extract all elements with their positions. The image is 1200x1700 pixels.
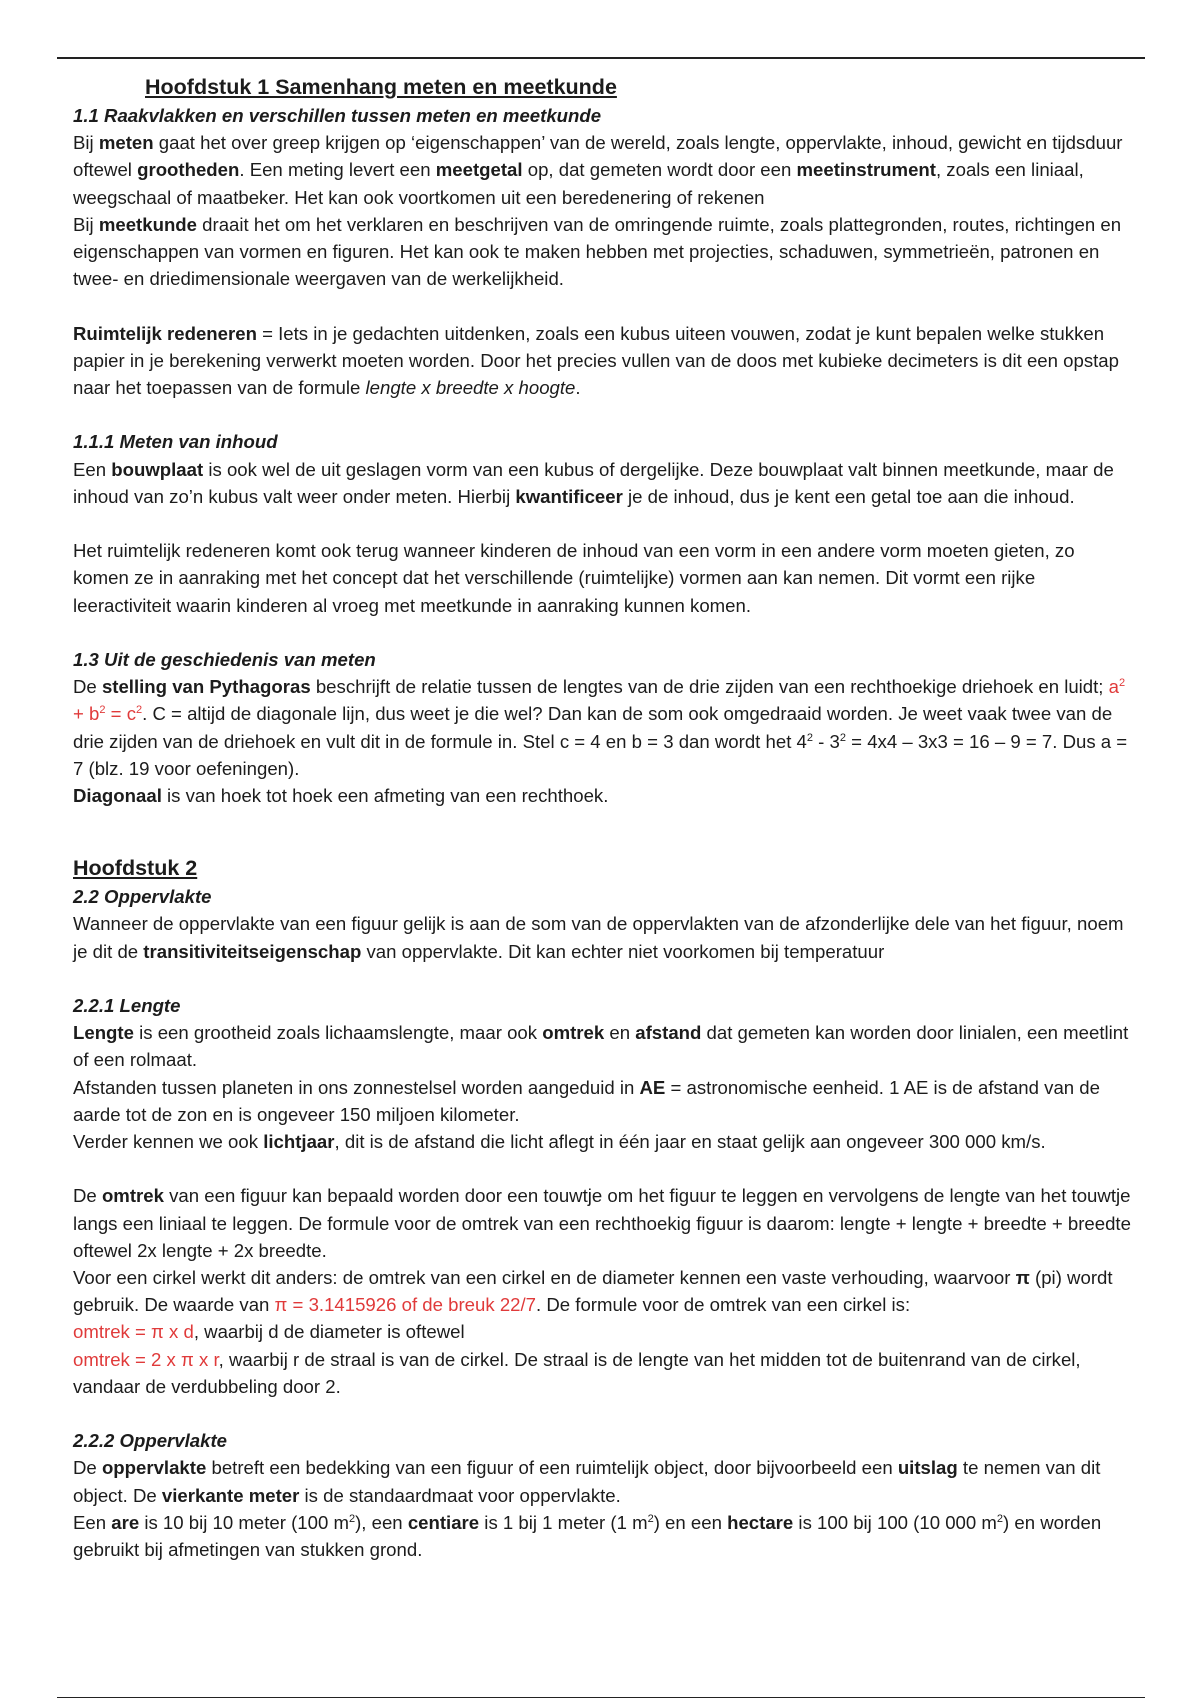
chapter-2-title: Hoofdstuk 2 — [73, 856, 198, 881]
paragraph: Ruimtelijk redeneren = Iets in je gedachten uitdenken, zoals een kubus uiteen vouwen, zodat je kunt bepalen welke stukken papier in je berekening verwerkt moeten worden. Door het precies vullen van de doos met kubieke decimeters is dit een opstap naar het toepassen van de formule lengte x breedte x hoogte. — [73, 322, 1119, 399]
paragraph: De omtrek van een figuur kan bepaald worden door een touwtje om het figuur te leggen en vervolgens de lengte van het touwtje langs een liniaal te leggen. De formule voor de omtrek van een rechthoekig figuur is daarom: lengte + lengte + breedte + breedte oftewel 2x lengte + 2x breedte. — [73, 1185, 1131, 1261]
paragraph: Verder kennen we ook lichtjaar, dit is de afstand die licht aflegt in één jaar en staat gelijk aan ongeveer 300 000 km/s. — [73, 1131, 1046, 1153]
section-1-1-heading: 1.1 Raakvlakken en verschillen tussen meten en meetkunde — [73, 105, 602, 126]
circumference-formula-diameter: omtrek = π x d — [73, 1321, 194, 1343]
paragraph: Bij meten gaat het over greep krijgen op ‘eigenschappen’ van de wereld, zoals lengte, oppervlakte, inhoud, gewicht en tijdsduur oftewel grootheden. Een meting levert een meetgetal op, dat gemeten wordt door een meetinstrument, zoals een liniaal, weegschaal of maatbeker. Het kan ook voortkomen uit een beredenering of rekenen — [73, 132, 1123, 208]
section-2-2-1-heading: 2.2.1 Lengte — [73, 995, 181, 1017]
paragraph: Voor een cirkel werkt dit anders: de omtrek van een cirkel en de diameter kennen een vaste verhouding, waarvoor π (pi) wordt gebruik. De waarde van π = 3.1415926 of de breuk 22/7. De formule voor de omtrek van een cirkel is: — [73, 1267, 1113, 1316]
paragraph: Afstanden tussen planeten in ons zonnestelsel worden aangeduid in AE = astronomische eenheid. 1 AE is de afstand van de aarde tot de zon en is ongeveer 150 miljoen kilometer. — [73, 1076, 1100, 1125]
paragraph: De oppervlakte betreft een bedekking van een figuur of een ruimtelijk object, door bijvoorbeeld een uitslag te nemen van dit object. De vierkante meter is de standaardmaat voor oppervlakte. — [73, 1457, 1101, 1506]
paragraph: Lengte is een grootheid zoals lichaamslengte, maar ook omtrek en afstand dat gemeten kan worden door linialen, een meetlint of een rolmaat. — [73, 1022, 1129, 1071]
paragraph: Bij meetkunde draait het om het verklaren en beschrijven van de omringende ruimte, zoals plattegronden, routes, richtingen en eigenschappen van vormen en figuren. Het kan ook te maken hebben met projecties, schaduwen, symmetrieën, patronen en twee- en driedimensionale weergaven van de werkelijkheid. — [73, 213, 1122, 290]
paragraph: Een are is 10 bij 10 meter (100 $m^2$), een centiare is 1 bij 1 meter (1 $m^2$) en een hectare is 100 bij 100 (10 000 $m^2$) en worden gebruikt bij afmetingen van stukken grond. — [73, 1511, 1102, 1561]
document-page — [73, 72, 1133, 1563]
paragraph: Een bouwplaat is ook wel de uit geslagen vorm van een kubus of dergelijke. Deze bouwplaat valt binnen meetkunde, maar de inhoud van zo’n kubus valt weer onder meten. Hierbij kwantificeer je de inhoud, dus je kent een getal toe aan die inhoud. — [73, 458, 1114, 507]
section-2-2-heading: 2.2 Oppervlakte — [73, 886, 212, 908]
paragraph: omtrek = π x d, waarbij d de diameter is oftewel — [73, 1321, 465, 1343]
section-1-1-1-heading: 1.1.1 Meten van inhoud — [73, 431, 278, 453]
section-2-2-2-heading: 2.2.2 Oppervlakte — [73, 1430, 227, 1452]
paragraph: Het ruimtelijk redeneren komt ook terug wanneer kinderen de inhoud van een vorm in een andere vorm moeten gieten, zo komen ze in aanraking met het concept dat het verschillende (ruimtelijke) vormen aan kan nemen. Dit vormt een rijke leeractiviteit waarin kinderen al vroeg met meetkunde in aanraking kunnen komen. — [73, 540, 1075, 616]
section-1-3-heading: 1.3 Uit de geschiedenis van meten — [73, 649, 376, 670]
circumference-formula-radius: omtrek = 2 x π x r — [73, 1348, 219, 1370]
chapter-1-title: Hoofdstuk 1 Samenhang meten en meetkunde — [145, 75, 617, 99]
bottom-rule — [57, 1697, 1145, 1698]
pythagoras-formula: $a^2 + b^2 = c^2$ — [73, 676, 1126, 725]
top-rule — [57, 57, 1145, 59]
paragraph: omtrek = 2 x π x r, waarbij r de straal is van de cirkel. De straal is de lengte van het midden tot de buitenrand van de cirkel, vandaar de verdubbeling door 2. — [73, 1348, 1081, 1397]
paragraph: Diagonaal is van hoek tot hoek een afmeting van een rechthoek. — [73, 785, 609, 807]
pi-value: π = 3.1415926 of de breuk 22/7 — [274, 1294, 537, 1316]
paragraph: Wanneer de oppervlakte van een figuur gelijk is aan de som van de oppervlakten van de afzonderlijke dele van het figuur, noem je dit de transitiviteitseigenschap van oppervlakte. Dit kan echter niet voorkomen bij temperatuur — [73, 913, 1124, 962]
paragraph: De stelling van Pythagoras beschrijft de relatie tussen de lengtes van de drie zijden van een rechthoekige driehoek en luidt; $a^2 + b^2 = c^2$. C = altijd de diagonale lijn, dus weet je die wel? Dan kan de som ook omgedraaid worden. Je weet vaak twee van de drie zijden van de driehoek en vult dit in de formule in. Stel c = 4 en b = 3 dan wordt het $4^2 - 3^2 = 4x4 - 3x3 = 16 - 9 = 7$. Dus a = 7 (blz. 19 voor oefeningen). — [73, 676, 1128, 779]
